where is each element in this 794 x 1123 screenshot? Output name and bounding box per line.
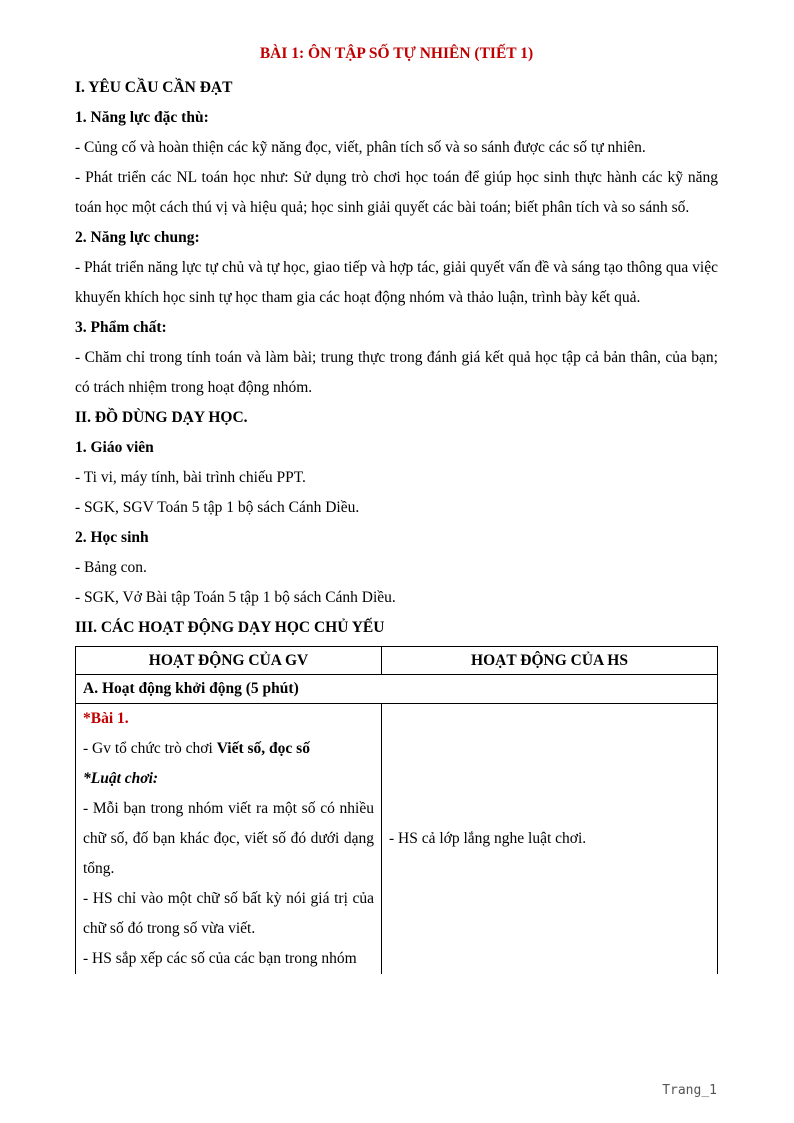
column-header-student: HOẠT ĐỘNG CỦA HS bbox=[382, 647, 718, 675]
table-row bbox=[76, 704, 718, 975]
heading-activities: III. CÁC HOẠT ĐỘNG DẠY HỌC CHỦ YẾU bbox=[75, 619, 385, 636]
student-activity-text: - HS cả lớp lắng nghe luật chơi. bbox=[389, 830, 587, 847]
activities-table bbox=[75, 646, 718, 974]
rule-item: - HS sắp xếp các số của các bạn trong nhóm bbox=[83, 950, 357, 967]
paragraph: - Phát triển năng lực tự chủ và tự học, giao tiếp và hợp tác, giải quyết vấn đề và sáng tạo thông qua việc khuyến khích học sinh tự học tham gia các hoạt động nhóm và thảo luận, trình bày kết quả. bbox=[75, 259, 718, 306]
game-name: Viết số, đọc số bbox=[216, 740, 310, 757]
heading-general-competence: 2. Năng lực chung: bbox=[75, 229, 200, 246]
paragraph: - SGK, SGV Toán 5 tập 1 bộ sách Cánh Diều. bbox=[75, 499, 360, 516]
paragraph: - Chăm chỉ trong tính toán và làm bài; trung thực trong đánh giá kết quả học tập cả bản thân, của bạn; có trách nhiệm trong hoạt động nhóm. bbox=[75, 349, 718, 396]
paragraph: - SGK, Vở Bài tập Toán 5 tập 1 bộ sách Cánh Diều. bbox=[75, 589, 396, 606]
lesson-title: BÀI 1: ÔN TẬP SỐ TỰ NHIÊN (TIẾT 1) bbox=[259, 45, 534, 62]
page-number: Trang_1 bbox=[662, 1083, 717, 1098]
rules-label: *Luật chơi: bbox=[83, 770, 159, 787]
heading-teaching-materials: II. ĐỒ DÙNG DẠY HỌC. bbox=[75, 409, 248, 426]
game-intro-text: - Gv tổ chức trò chơi bbox=[83, 740, 217, 757]
rule-item: - HS chỉ vào một chữ số bất kỳ nói giá trị của chữ số đó trong số vừa viết. bbox=[83, 890, 374, 937]
heading-teacher: 1. Giáo viên bbox=[75, 439, 154, 456]
paragraph: - Ti vi, máy tính, bài trình chiếu PPT. bbox=[75, 469, 306, 486]
heading-requirements: I. YÊU CẦU CẦN ĐẠT bbox=[75, 79, 233, 96]
column-header-teacher: HOẠT ĐỘNG CỦA GV bbox=[76, 647, 382, 675]
paragraph: - Phát triển các NL toán học như: Sử dụng trò chơi học toán để giúp học sinh thực hành các kỹ năng toán học một cách thú vị và hiệu quả; học sinh giải quyết các bài toán; biết phân tích và so sánh số. bbox=[75, 169, 718, 216]
paragraph: - Củng cố và hoàn thiện các kỹ năng đọc, viết, phân tích số và so sánh được các số tự nhiên. bbox=[75, 139, 646, 156]
student-activity-cell bbox=[382, 704, 718, 975]
rule-item: - Mỗi bạn trong nhóm viết ra một số có nhiều chữ số, đố bạn khác đọc, viết số đó dưới dạng tổng. bbox=[83, 800, 374, 877]
exercise-label: *Bài 1. bbox=[83, 710, 129, 727]
table-section-row bbox=[76, 675, 718, 704]
heading-qualities: 3. Phẩm chất: bbox=[75, 319, 167, 336]
game-intro bbox=[83, 734, 374, 764]
teacher-activity-cell bbox=[76, 704, 382, 975]
document-page bbox=[75, 44, 718, 974]
table-header-row bbox=[76, 647, 718, 675]
heading-student: 2. Học sinh bbox=[75, 529, 149, 546]
section-a-label: A. Hoạt động khởi động (5 phút) bbox=[76, 675, 718, 704]
heading-specific-competence: 1. Năng lực đặc thù: bbox=[75, 109, 209, 126]
paragraph: - Bảng con. bbox=[75, 559, 147, 576]
